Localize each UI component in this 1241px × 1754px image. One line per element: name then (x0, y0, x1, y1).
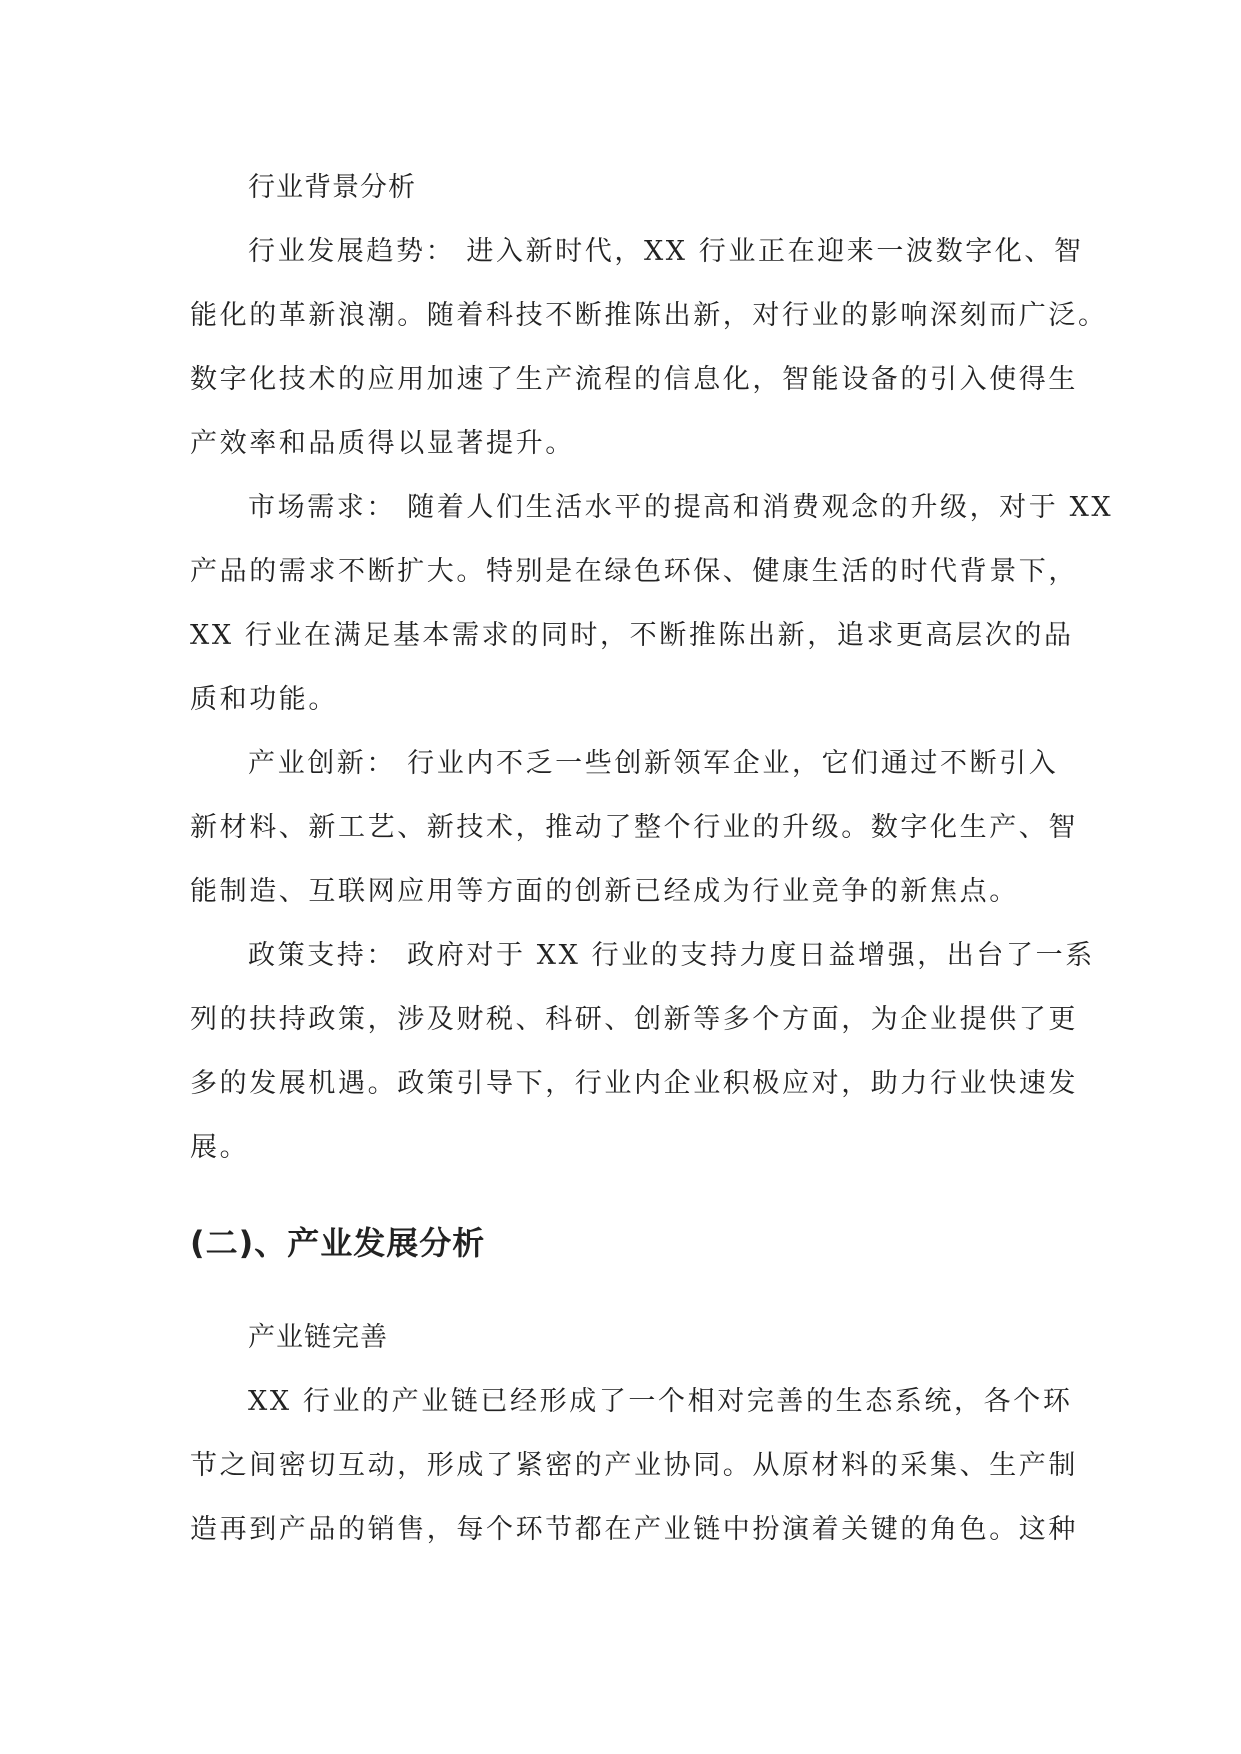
text-line: 造再到产品的销售，每个环节都在产业链中扮演着关键的角色。这种 (190, 1514, 1078, 1545)
text-line: 节之间密切互动，形成了紧密的产业协同。从原材料的采集、生产制 (190, 1450, 1078, 1481)
text-line: 质和功能。 (190, 684, 338, 715)
text-line: XX 行业的产业链已经形成了一个相对完善的生态系统，各个环 (248, 1386, 1073, 1417)
text-line: 产业创新： 行业内不乏一些创新领军企业，它们通过不断引入 (248, 748, 1059, 779)
text-line: 列的扶持政策，涉及财税、科研、创新等多个方面，为企业提供了更 (190, 1004, 1078, 1035)
paragraph-policy-support (190, 924, 1095, 1180)
page-content (190, 156, 1114, 1562)
text-line: 产品的需求不断扩大。特别是在绿色环保、健康生活的时代背景下， (190, 556, 1078, 587)
section-title-industry-background: 行业背景分析 (248, 172, 416, 203)
paragraph-industry-chain (190, 1370, 1078, 1562)
section-title-industry-chain: 产业链完善 (248, 1322, 388, 1353)
text-line: 市场需求： 随着人们生活水平的提高和消费观念的升级，对于 XX (248, 492, 1114, 523)
text-line: 能化的革新浪潮。随着科技不断推陈出新，对行业的影响深刻而广泛。 (190, 300, 1108, 331)
paragraph-industry-innovation (190, 732, 1078, 924)
text-line: 政策支持： 政府对于 XX 行业的支持力度日益增强，出台了一系 (248, 940, 1095, 971)
section-heading-industry-development: (二)、产业发展分析 (190, 1224, 486, 1262)
text-line: XX 行业在满足基本需求的同时，不断推陈出新，追求更高层次的品 (190, 620, 1074, 651)
text-line: 展。 (190, 1132, 250, 1163)
text-line: 产效率和品质得以显著提升。 (190, 428, 575, 459)
text-line: 行业发展趋势： 进入新时代，XX 行业正在迎来一波数字化、智 (248, 236, 1084, 267)
text-line: 数字化技术的应用加速了生产流程的信息化，智能设备的引入使得生 (190, 364, 1078, 395)
text-line: 能制造、互联网应用等方面的创新已经成为行业竞争的新焦点。 (190, 876, 1019, 907)
paragraph-market-demand (190, 476, 1114, 732)
text-line: 新材料、新工艺、新技术，推动了整个行业的升级。数字化生产、智 (190, 812, 1078, 843)
text-line: 多的发展机遇。政策引导下，行业内企业积极应对，助力行业快速发 (190, 1068, 1078, 1099)
paragraph-development-trend (190, 220, 1108, 476)
